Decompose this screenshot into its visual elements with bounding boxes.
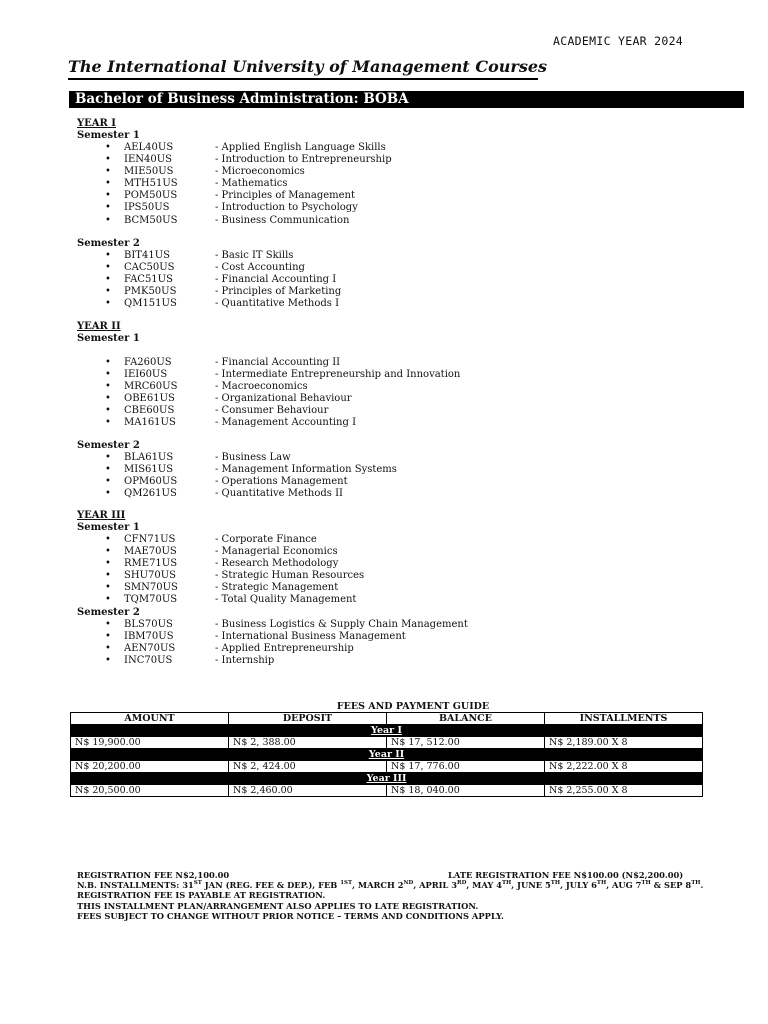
bullet-icon: •: [105, 417, 111, 429]
amount-cell: N$ 20,200.00: [71, 761, 229, 773]
course-code: OPM60US: [124, 476, 178, 488]
course-code: CBE60US: [124, 405, 175, 417]
course-item: [77, 250, 294, 262]
balance-cell: N$ 18, 040.00: [387, 785, 545, 797]
course-name: - Total Quality Management: [215, 594, 357, 606]
registration-fee: REGISTRATION FEE N$2,100.00: [77, 870, 230, 880]
course-name: - Strategic Human Resources: [215, 570, 365, 582]
course-code: MIS61US: [124, 464, 174, 476]
payable-note: REGISTRATION FEE IS PAYABLE AT REGISTRATION.: [77, 890, 326, 901]
course-code: MIE50US: [124, 166, 174, 178]
bullet-icon: •: [105, 452, 111, 463]
course-item: [77, 654, 275, 667]
course-code: MAE70US: [124, 546, 177, 558]
bullet-icon: •: [105, 546, 111, 558]
bullet-icon: •: [105, 286, 111, 298]
course-item: [77, 274, 337, 286]
semester-heading: Semester 2: [77, 238, 140, 249]
course-code: BCM50US: [124, 214, 178, 226]
bullet-icon: •: [105, 262, 111, 274]
bullet-icon: •: [105, 298, 111, 310]
late-registration-fee: LATE REGISTRATION FEE N$100.00 (N$2,200.00): [448, 870, 684, 880]
bullet-icon: •: [105, 618, 111, 630]
deposit-cell: N$ 2, 388.00: [229, 737, 387, 749]
course-item: [77, 202, 358, 214]
year-band-label: Year II: [71, 749, 703, 761]
course-name: - Introduction to Entrepreneurship: [215, 154, 392, 166]
course-item: [77, 393, 352, 405]
course-item: [77, 642, 354, 655]
year-heading: YEAR I: [77, 118, 116, 129]
column-header: AMOUNT: [71, 713, 229, 725]
bullet-icon: •: [105, 214, 111, 226]
course-code: QM261US: [124, 488, 177, 500]
course-name: - Intermediate Entrepreneurship and Innovation: [215, 369, 461, 381]
course-list: [77, 618, 468, 667]
course-item: [77, 154, 392, 166]
year-1-semester-2-block: [77, 238, 342, 310]
fee-notes: [77, 870, 703, 921]
course-code: QM151US: [124, 298, 177, 310]
course-item: [77, 417, 357, 429]
course-item: [77, 630, 406, 643]
bullet-icon: •: [105, 642, 111, 654]
course-item: [77, 381, 308, 393]
balance-cell: N$ 17, 776.00: [387, 761, 545, 773]
bullet-icon: •: [105, 178, 111, 190]
course-item: [77, 582, 339, 594]
course-name: - Research Methodology: [215, 558, 339, 570]
course-item: [77, 286, 342, 298]
course-item: [77, 558, 339, 570]
bullet-icon: •: [105, 594, 111, 606]
year-band-label: Year I: [71, 725, 703, 737]
installments-cell: N$ 2,189.00 X 8: [545, 737, 703, 749]
course-code: SMN70US: [124, 582, 178, 594]
course-code: BLA61US: [124, 452, 174, 463]
bullet-icon: •: [105, 464, 111, 476]
academic-year: ACADEMIC YEAR 2024: [553, 34, 684, 48]
course-code: MRC60US: [124, 381, 178, 393]
course-name: - Management Accounting I: [215, 417, 357, 429]
course-code: FA260US: [124, 357, 172, 368]
bullet-icon: •: [105, 476, 111, 488]
year-heading: YEAR III: [77, 510, 126, 521]
year-band-row: [71, 749, 703, 761]
course-item: [77, 190, 356, 202]
course-code: SHU70US: [124, 570, 177, 582]
change-notice: FEES SUBJECT TO CHANGE WITHOUT PRIOR NOTICE – TERMS AND CONDITIONS APPLY.: [77, 910, 504, 921]
late-plan-note: THIS INSTALLMENT PLAN/ARRANGEMENT ALSO APPLIES TO LATE REGISTRATION.: [77, 900, 479, 911]
bullet-icon: •: [105, 488, 111, 500]
course-list: [77, 142, 392, 227]
course-item: [77, 357, 341, 369]
course-code: IBM70US: [124, 630, 174, 642]
course-item: [77, 298, 340, 310]
course-item: [77, 262, 305, 274]
course-name: - Mathematics: [215, 178, 288, 190]
bullet-icon: •: [105, 250, 111, 261]
course-item: [77, 488, 344, 500]
course-item: [77, 214, 350, 227]
amount-cell: N$ 19,900.00: [71, 737, 229, 749]
course-item: [77, 178, 288, 190]
course-name: - Strategic Management: [215, 582, 339, 594]
bullet-icon: •: [105, 558, 111, 570]
course-name: - Principles of Management: [215, 190, 356, 202]
course-item: [77, 166, 305, 178]
semester-heading: Semester 2: [77, 606, 140, 618]
course-name: - Quantitative Methods II: [215, 488, 344, 500]
course-code: BIT41US: [124, 250, 170, 261]
course-item: [77, 570, 365, 582]
bullet-icon: •: [105, 393, 111, 405]
course-code: PMK50US: [124, 286, 177, 298]
course-code: TQM70US: [124, 594, 178, 606]
column-header: INSTALLMENTS: [545, 713, 703, 725]
table-row: [71, 761, 703, 773]
course-list: [77, 250, 342, 310]
year-2-block: [77, 321, 461, 430]
course-name: - Business Logistics & Supply Chain Management: [215, 618, 468, 630]
course-code: IEI60US: [124, 369, 168, 381]
course-name: - Microeconomics: [215, 166, 305, 178]
bullet-icon: •: [105, 202, 111, 214]
course-name: - Internship: [215, 654, 275, 666]
course-list: [77, 534, 365, 607]
deposit-cell: N$ 2, 424.00: [229, 761, 387, 773]
course-name: - Cost Accounting: [215, 262, 305, 274]
year-2-semester-2-block: [77, 440, 397, 500]
course-name: - Principles of Marketing: [215, 286, 342, 298]
course-item: [77, 546, 338, 558]
year-band-row: [71, 725, 703, 737]
course-name: - Consumer Behaviour: [215, 405, 329, 417]
course-code: MA161US: [124, 417, 176, 429]
course-item: [77, 476, 348, 488]
course-item: [77, 142, 386, 154]
installments-cell: N$ 2,222.00 X 8: [545, 761, 703, 773]
course-list: [77, 357, 461, 430]
course-code: INC70US: [124, 654, 173, 666]
semester-heading: Semester 1: [77, 130, 140, 141]
bullet-icon: •: [105, 154, 111, 166]
course-name: - Introduction to Psychology: [215, 202, 358, 214]
course-name: - Applied Entrepreneurship: [215, 642, 354, 654]
course-name: - Operations Management: [215, 476, 348, 488]
program-banner: [69, 91, 744, 108]
balance-cell: N$ 17, 512.00: [387, 737, 545, 749]
year-1-block: [77, 118, 392, 227]
course-name: - Quantitative Methods I: [215, 298, 340, 310]
bullet-icon: •: [105, 357, 111, 368]
course-name: - Management Information Systems: [215, 464, 397, 476]
course-name: - Managerial Economics: [215, 546, 338, 558]
course-name: - Business Law: [215, 452, 291, 463]
course-item: [77, 618, 468, 631]
university-title: The International University of Management Courses: [68, 57, 538, 80]
bullet-icon: •: [105, 534, 111, 545]
course-item: [77, 464, 397, 476]
course-name: - Applied English Language Skills: [215, 142, 386, 153]
table-header-row: [71, 713, 703, 725]
fees-title: FEES AND PAYMENT GUIDE: [336, 701, 490, 712]
course-item: [77, 405, 329, 417]
semester-heading: Semester 2: [77, 440, 140, 451]
fees-table: [70, 712, 703, 797]
course-code: POM50US: [124, 190, 178, 202]
course-code: BLS70US: [124, 618, 173, 630]
course-code: AEN70US: [124, 642, 176, 654]
deposit-cell: N$ 2,460.00: [229, 785, 387, 797]
table-row: [71, 785, 703, 797]
course-item: [77, 452, 291, 464]
course-code: RME71US: [124, 558, 178, 570]
course-item: [77, 369, 461, 381]
course-code: IEN40US: [124, 154, 173, 166]
table-row: [71, 737, 703, 749]
course-list: [77, 452, 397, 500]
bullet-icon: •: [105, 274, 111, 286]
year-heading: YEAR II: [77, 321, 121, 332]
course-name: - Financial Accounting I: [215, 274, 337, 286]
column-header: DEPOSIT: [229, 713, 387, 725]
bullet-icon: •: [105, 166, 111, 178]
year-3-block: [77, 510, 468, 667]
course-code: AEL40US: [124, 142, 174, 153]
course-name: - Financial Accounting II: [215, 357, 341, 368]
semester-heading: Semester 1: [77, 522, 140, 533]
bullet-icon: •: [105, 582, 111, 594]
course-code: OBE61US: [124, 393, 175, 405]
course-name: - Business Communication: [215, 214, 350, 226]
bullet-icon: •: [105, 654, 111, 666]
bullet-icon: •: [105, 405, 111, 417]
installments-note: N.B. INSTALLMENTS: 31ST JAN (REG. FEE & DEP.), FEB $^{1ST}$, MARCH 2ND, APRIL 3RD, MAY 4TH, JUNE 5TH, JULY 6TH, AUG 7TH & SEP 8TH.: [77, 880, 704, 891]
course-code: CFN71US: [124, 534, 176, 545]
course-name: - Organizational Behaviour: [215, 393, 352, 405]
course-code: FAC51US: [124, 274, 173, 286]
course-name: - Corporate Finance: [215, 534, 317, 545]
course-name: - Macroeconomics: [215, 381, 308, 393]
bullet-icon: •: [105, 381, 111, 393]
course-item: [77, 534, 317, 546]
course-name: - Basic IT Skills: [215, 250, 294, 261]
course-code: IPS50US: [124, 202, 170, 214]
year-band-label: Year III: [71, 773, 703, 785]
bullet-icon: •: [105, 190, 111, 202]
year-band-row: [71, 773, 703, 785]
bullet-icon: •: [105, 142, 111, 153]
column-header: BALANCE: [387, 713, 545, 725]
bullet-icon: •: [105, 369, 111, 381]
course-name: - International Business Management: [215, 630, 406, 642]
bullet-icon: •: [105, 570, 111, 582]
course-code: CAC50US: [124, 262, 175, 274]
bullet-icon: •: [105, 630, 111, 642]
installments-cell: N$ 2,255.00 X 8: [545, 785, 703, 797]
course-item: [77, 594, 357, 606]
program-title: Bachelor of Business Administration: BOBA: [75, 91, 409, 107]
course-code: MTH51US: [124, 178, 178, 190]
semester-heading: Semester 1: [77, 333, 140, 344]
amount-cell: N$ 20,500.00: [71, 785, 229, 797]
